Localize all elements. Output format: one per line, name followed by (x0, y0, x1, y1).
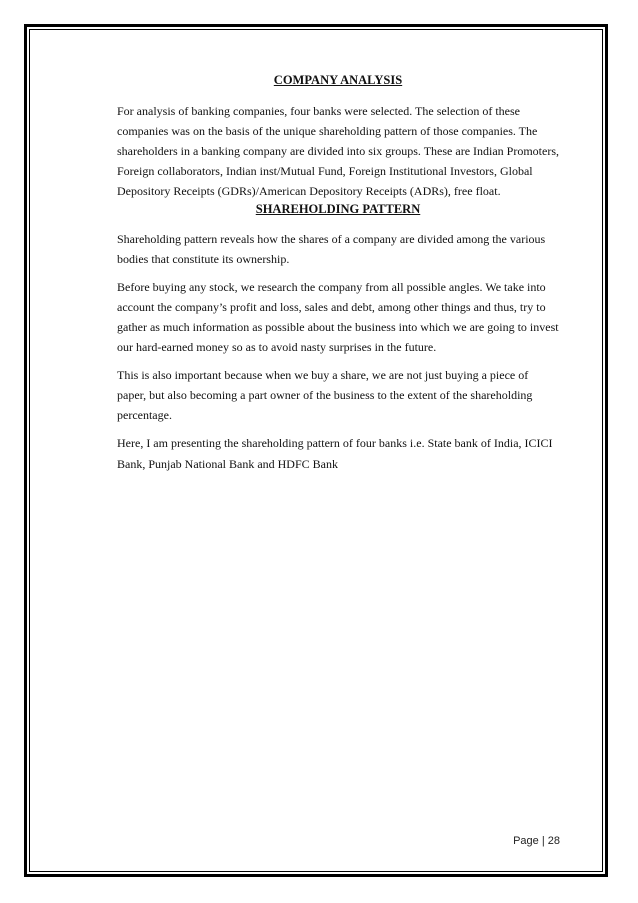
page-number: Page | 28 (513, 835, 560, 847)
paragraph-presenting: Here, I am presenting the shareholding pattern of four banks i.e. State bank of India, ICICI Bank, Punjab National Bank and HDFC Bank (117, 436, 553, 471)
paragraph-importance: This is also important because when we buy a share, we are not just buying a piece of paper, but also becoming a part owner of the business to the extent of the shareholding percentage. (117, 368, 533, 422)
paragraph-research: Before buying any stock, we research the company from all possible angles. We take into account the company’s profit and loss, sales and debt, among other things and thus, try to gather as much information as possible about the business into which we are going to invest our hard-earned money so as to avoid nasty surprises in the future. (117, 280, 559, 354)
paragraph-company-analysis: For analysis of banking companies, four banks were selected. The selection of these companies was on the basis of the unique shareholding pattern of those companies. The shareholders in a banking company are divided into six groups. These are Indian Promoters, Foreign collaborators, Indian inst/Mutual Fund, Foreign Institutional Investors, Global Depository Receipts (GDRs)/American Depository Receipts (ADRs), free float. (117, 104, 560, 198)
paragraph-shareholding-definition: Shareholding pattern reveals how the shares of a company are divided among the various bodies that constitute its ownership. (117, 232, 546, 266)
heading-company-analysis: COMPANY ANALYSIS (273, 73, 403, 87)
heading-shareholding-pattern: SHAREHOLDING PATTERN (255, 202, 421, 216)
document-body (117, 73, 559, 475)
